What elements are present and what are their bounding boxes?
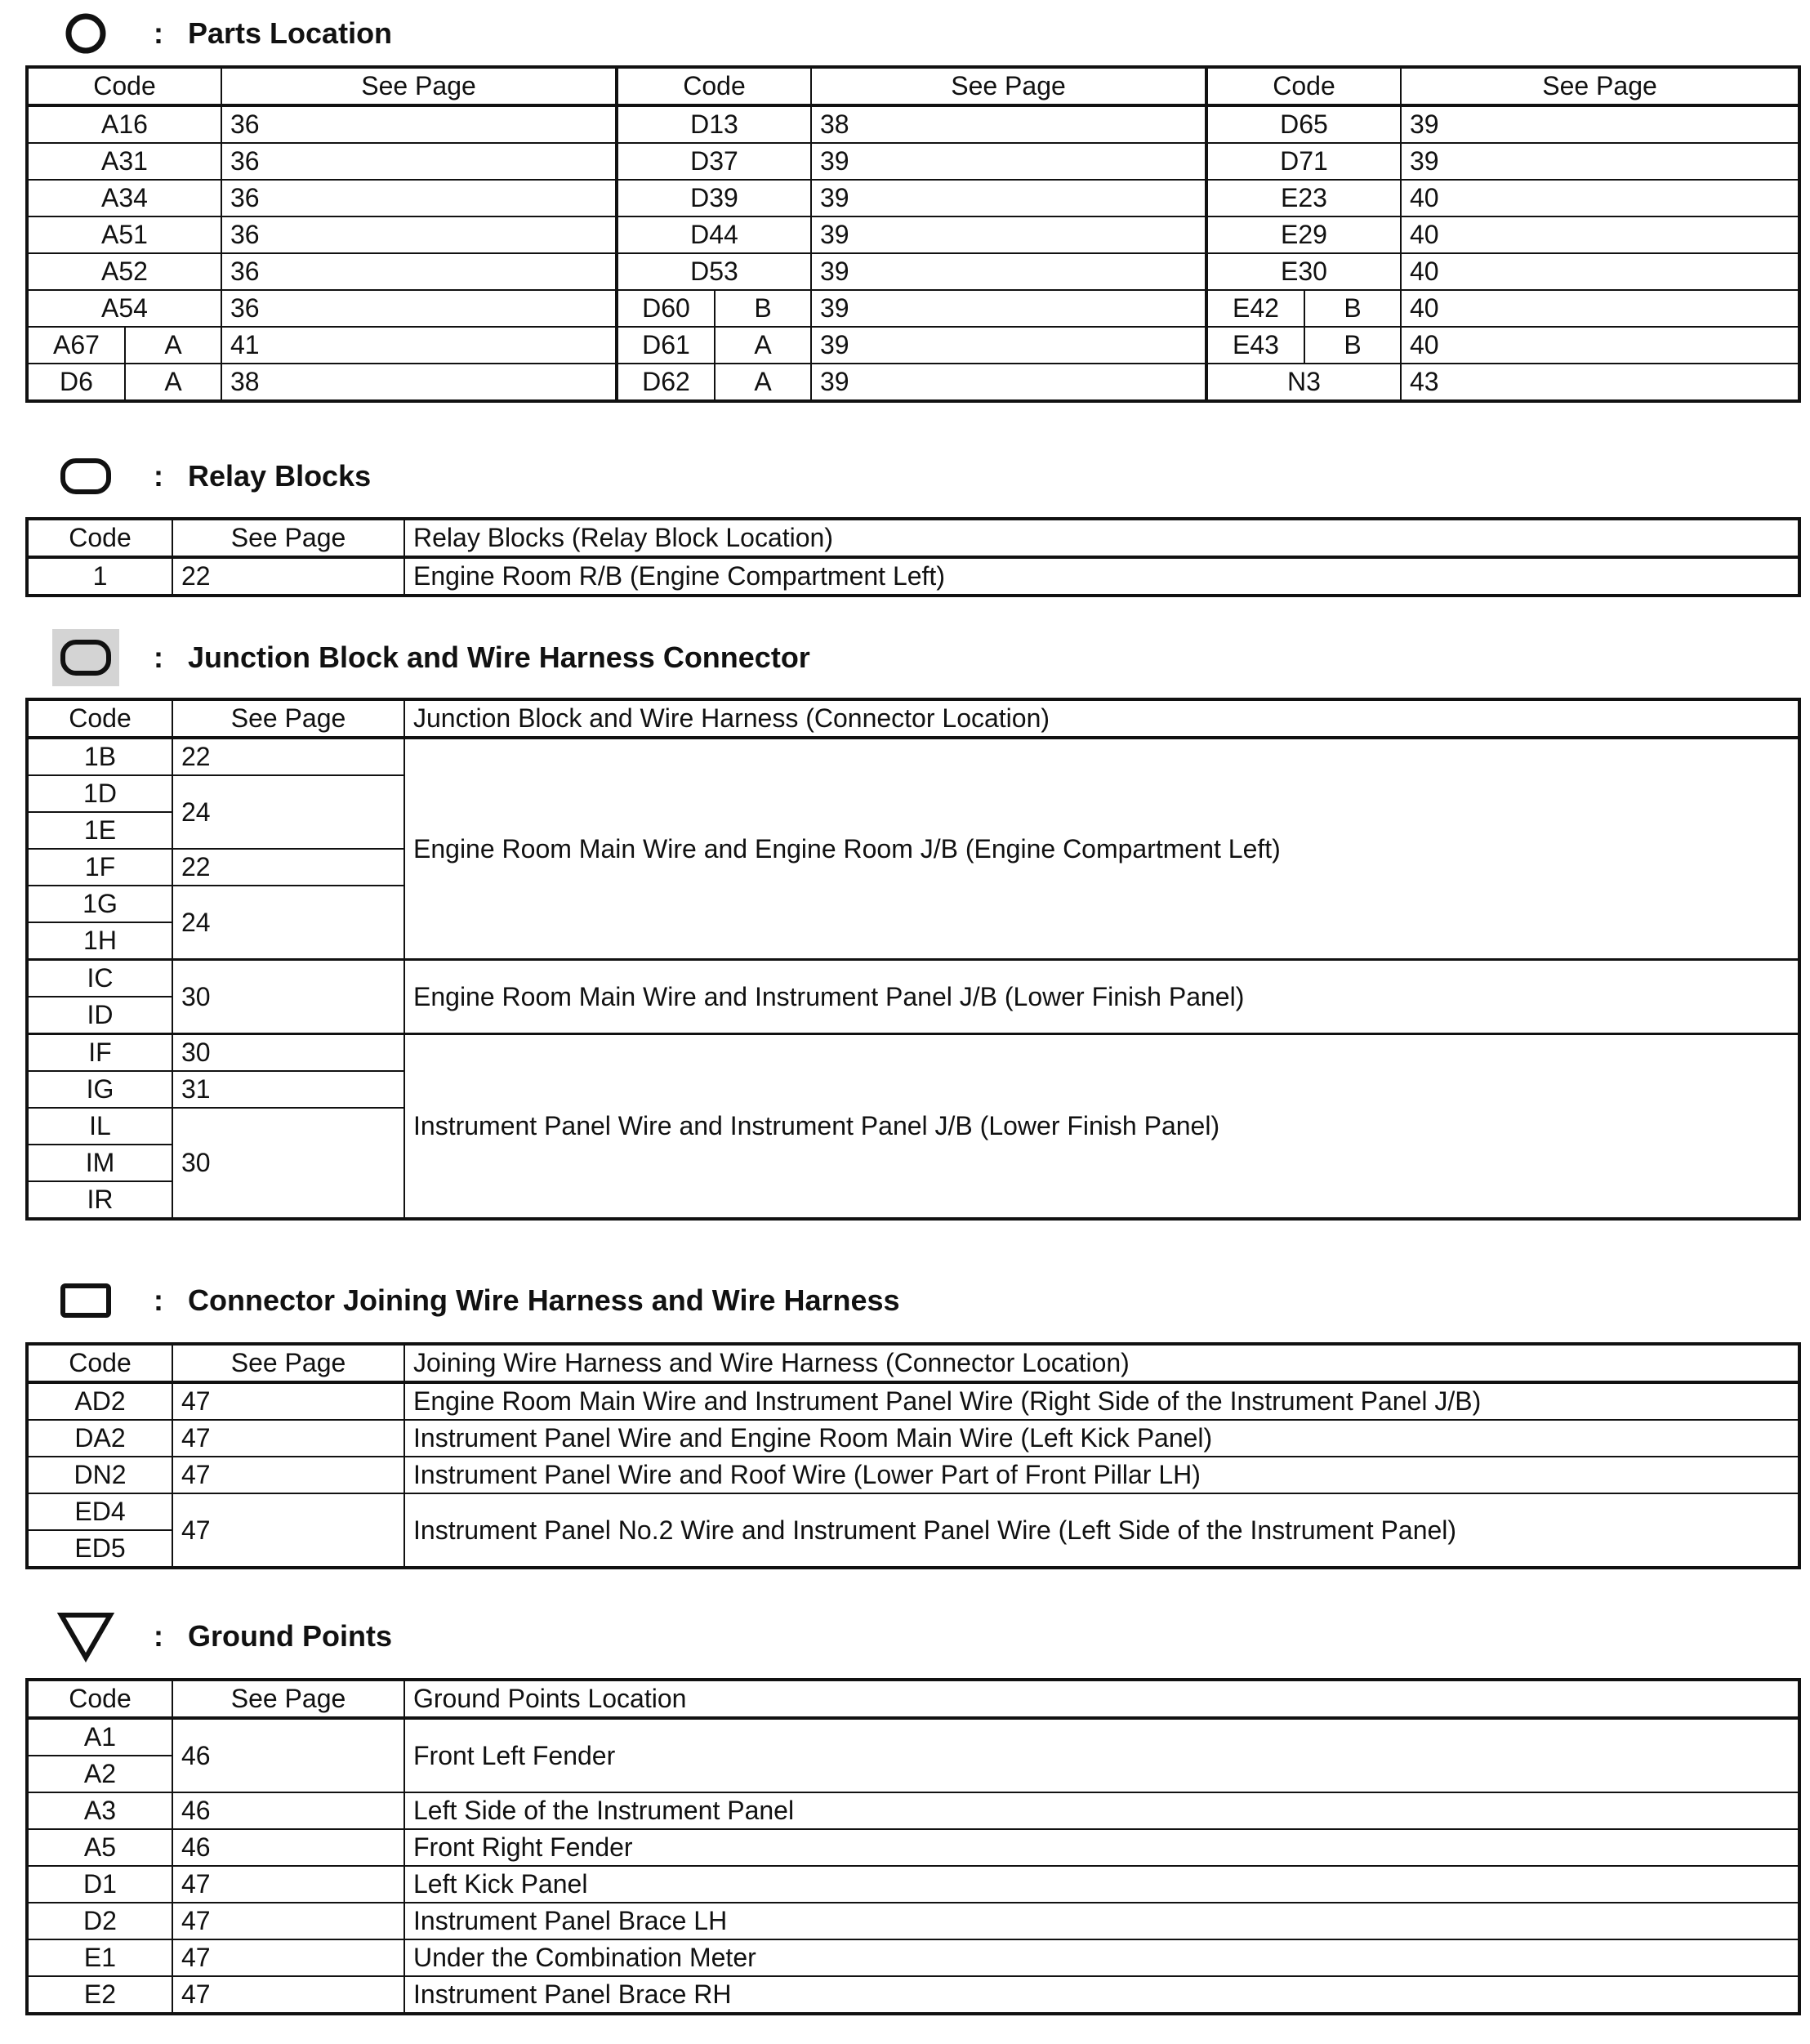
page-cell: 46 [172,1792,404,1829]
code-cell: D13 [617,105,811,143]
code-cell: A54 [27,290,221,327]
location-cell: Instrument Panel Wire and Instrument Panel J/B (Lower Finish Panel) [404,1034,1799,1220]
code-cell: D39 [617,180,811,216]
code-cell: D65 [1206,105,1401,143]
header-code: Code [1206,67,1401,105]
code-cell: A3 [27,1792,172,1829]
page-cell: 36 [221,290,617,327]
rounded-rectangle-symbol-icon [52,448,119,505]
table-row [27,1457,1799,1493]
header-see-page: See Page [172,699,404,738]
sub-code-cell: A [125,364,221,401]
header-see-page: See Page [172,519,404,557]
location-cell: Instrument Panel Wire and Roof Wire (Lower Part of Front Pillar LH) [404,1457,1799,1493]
code-cell: IG [27,1071,172,1108]
heading-colon: : [154,1619,163,1653]
location-cell: Left Side of the Instrument Panel [404,1792,1799,1829]
table-row [27,1382,1799,1420]
table-header-row [27,1344,1799,1382]
page-cell: 39 [811,364,1206,401]
header-code: Code [27,699,172,738]
header-see-page: See Page [1401,67,1799,105]
sub-code-cell: B [1304,327,1401,364]
location-cell: Engine Room Main Wire and Instrument Panel J/B (Lower Finish Panel) [404,960,1799,1034]
table-row [27,1493,1799,1530]
table-row [27,557,1799,596]
table-row [27,1718,1799,1756]
code-cell: 1E [27,812,172,849]
code-cell: D1 [27,1866,172,1903]
header-code: Code [27,1344,172,1382]
table-row [27,1939,1799,1976]
page-cell: 41 [221,327,617,364]
code-cell: D61 [617,327,715,364]
page-cell: 47 [172,1457,404,1493]
page-cell: 22 [172,738,404,775]
code-cell: A5 [27,1829,172,1866]
code-cell: E23 [1206,180,1401,216]
page-cell: 36 [221,216,617,253]
table-header-row [27,67,1799,105]
header-location: Joining Wire Harness and Wire Harness (Connector Location) [404,1344,1799,1382]
code-cell: 1H [27,922,172,960]
page-cell: 36 [221,105,617,143]
page-cell: 39 [811,327,1206,364]
code-cell: D2 [27,1903,172,1939]
page-cell: 47 [172,1866,404,1903]
page-cell: 39 [811,253,1206,290]
page-cell: 30 [172,1034,404,1072]
heading-colon: : [154,16,163,50]
page-cell: 47 [172,1976,404,2014]
page-cell: 40 [1401,327,1799,364]
code-cell: D44 [617,216,811,253]
page-cell: 40 [1401,290,1799,327]
page-cell: 47 [172,1939,404,1976]
table-row [27,960,1799,997]
code-cell: D37 [617,143,811,180]
page-cell: 30 [172,960,404,1034]
heading-colon: : [154,640,163,674]
sub-code-cell: B [715,290,811,327]
table-row [27,738,1799,775]
code-cell: D62 [617,364,715,401]
section-title: Relay Blocks [188,459,372,493]
code-cell: A34 [27,180,221,216]
code-cell: 1F [27,849,172,886]
page-cell: 43 [1401,364,1799,401]
code-cell: 1B [27,738,172,775]
table-row [27,105,1799,143]
section-title: Parts Location [188,16,393,50]
code-cell: DA2 [27,1420,172,1457]
code-cell: 1G [27,886,172,922]
table-row [27,1792,1799,1829]
table-row [27,1976,1799,2014]
code-cell: A16 [27,105,221,143]
location-cell: Instrument Panel Brace RH [404,1976,1799,2014]
connector-joining-heading [52,1272,900,1329]
triangle-symbol-icon [52,1608,119,1665]
page-cell: 40 [1401,180,1799,216]
page-cell: 30 [172,1108,404,1219]
sub-code-cell: A [715,364,811,401]
shaded-rounded-rectangle-symbol-icon [52,629,119,686]
page-cell: 40 [1401,253,1799,290]
code-cell: D60 [617,290,715,327]
page-cell: 47 [172,1493,404,1568]
sub-code-cell: A [715,327,811,364]
code-cell: A67 [27,327,125,364]
relay-blocks-table [25,517,1801,597]
code-cell: 1 [27,557,172,596]
code-cell: IC [27,960,172,997]
header-code: Code [27,1680,172,1718]
page-cell: 47 [172,1903,404,1939]
sub-code-cell: B [1304,290,1401,327]
page-cell: 22 [172,849,404,886]
code-cell: AD2 [27,1382,172,1420]
rectangle-symbol-icon [52,1272,119,1329]
code-cell: D6 [27,364,125,401]
header-location: Junction Block and Wire Harness (Connector Location) [404,699,1799,738]
table-row [27,1829,1799,1866]
page-cell: 47 [172,1420,404,1457]
heading-colon: : [154,1283,163,1317]
code-cell: IF [27,1034,172,1072]
parts-location-table [25,65,1801,403]
page-cell: 36 [221,253,617,290]
location-cell: Under the Combination Meter [404,1939,1799,1976]
connector-joining-table [25,1342,1801,1569]
header-code: Code [27,519,172,557]
code-cell: D53 [617,253,811,290]
code-cell: A31 [27,143,221,180]
code-cell: ED4 [27,1493,172,1530]
page-cell: 47 [172,1382,404,1420]
page-cell: 24 [172,775,404,849]
section-title: Ground Points [188,1619,392,1653]
table-header-row [27,699,1799,738]
code-cell: D71 [1206,143,1401,180]
ground-points-table [25,1678,1801,2015]
page-cell: 22 [172,557,404,596]
header-location: Relay Blocks (Relay Block Location) [404,519,1799,557]
page-cell: 39 [811,180,1206,216]
location-cell: Engine Room R/B (Engine Compartment Left) [404,557,1799,596]
code-cell: E29 [1206,216,1401,253]
page-cell: 38 [221,364,617,401]
header-see-page: See Page [172,1344,404,1382]
page-cell: 36 [221,180,617,216]
code-cell: DN2 [27,1457,172,1493]
page-cell: 46 [172,1718,404,1792]
table-row [27,1866,1799,1903]
code-cell: A2 [27,1756,172,1792]
page-cell: 36 [221,143,617,180]
page-cell: 39 [811,290,1206,327]
header-see-page: See Page [811,67,1206,105]
table-row [27,327,1799,364]
code-cell: 1D [27,775,172,812]
table-row [27,1034,1799,1072]
header-location: Ground Points Location [404,1680,1799,1718]
page-cell: 38 [811,105,1206,143]
location-cell: Left Kick Panel [404,1866,1799,1903]
header-see-page: See Page [172,1680,404,1718]
table-row [27,143,1799,180]
location-cell: Engine Room Main Wire and Engine Room J/B (Engine Compartment Left) [404,738,1799,960]
code-cell: E43 [1206,327,1304,364]
page-cell: 39 [811,143,1206,180]
header-code: Code [27,67,221,105]
circle-symbol-icon [52,5,119,62]
code-cell: A1 [27,1718,172,1756]
page-cell: 39 [1401,105,1799,143]
location-cell: Instrument Panel Brace LH [404,1903,1799,1939]
code-cell: A51 [27,216,221,253]
location-cell: Engine Room Main Wire and Instrument Panel Wire (Right Side of the Instrument Panel J/B) [404,1382,1799,1420]
page-cell: 46 [172,1829,404,1866]
junction-block-table [25,698,1801,1221]
code-cell: N3 [1206,364,1401,401]
page-cell: 39 [811,216,1206,253]
ground-points-heading [52,1608,392,1665]
code-cell: IL [27,1108,172,1145]
header-see-page: See Page [221,67,617,105]
parts-location-heading [52,5,392,62]
relay-blocks-heading [52,448,371,505]
code-cell: IR [27,1181,172,1219]
heading-colon: : [154,459,163,493]
code-cell: E42 [1206,290,1304,327]
page-cell: 31 [172,1071,404,1108]
table-row [27,1420,1799,1457]
section-title: Connector Joining Wire Harness and Wire Harness [188,1283,900,1317]
table-header-row [27,519,1799,557]
header-code: Code [617,67,811,105]
location-cell: Instrument Panel No.2 Wire and Instrument Panel Wire (Left Side of the Instrument Panel) [404,1493,1799,1568]
code-cell: ED5 [27,1530,172,1568]
code-cell: E2 [27,1976,172,2014]
table-row [27,216,1799,253]
location-cell: Instrument Panel Wire and Engine Room Main Wire (Left Kick Panel) [404,1420,1799,1457]
location-cell: Front Right Fender [404,1829,1799,1866]
page-cell: 39 [1401,143,1799,180]
table-header-row [27,1680,1799,1718]
code-cell: A52 [27,253,221,290]
code-cell: E1 [27,1939,172,1976]
junction-block-heading [52,629,810,686]
table-row [27,253,1799,290]
table-row [27,1903,1799,1939]
page-cell: 40 [1401,216,1799,253]
code-cell: IM [27,1145,172,1181]
table-row [27,290,1799,327]
section-title: Junction Block and Wire Harness Connector [188,640,810,674]
table-row [27,364,1799,401]
sub-code-cell: A [125,327,221,364]
table-row [27,180,1799,216]
location-cell: Front Left Fender [404,1718,1799,1792]
code-cell: ID [27,997,172,1034]
page-cell: 24 [172,886,404,960]
code-cell: E30 [1206,253,1401,290]
